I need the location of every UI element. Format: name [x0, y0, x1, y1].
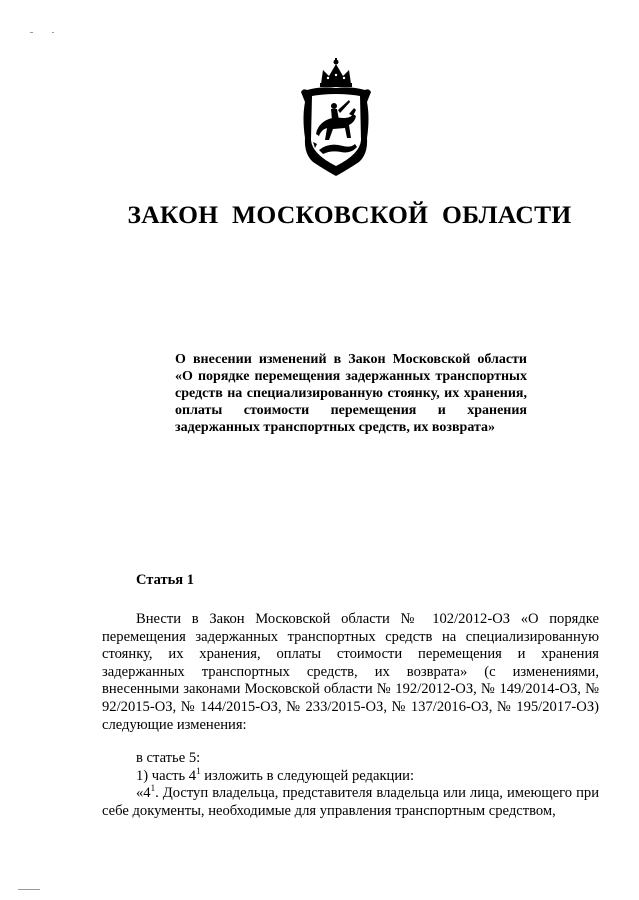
article-heading: Статья 1	[136, 572, 194, 588]
quote-prefix: «4	[136, 785, 151, 801]
crown-icon	[320, 58, 352, 87]
quote-text: . Доступ владельца, представителя владельца или лица, имеющего при себе документы, необходимые для управления транспортным средством,	[102, 785, 599, 819]
item-1-suffix: изложить в следующей редакции:	[200, 768, 415, 784]
scan-speck	[18, 889, 40, 890]
law-subject: О внесении изменений в Закон Московской области «О порядке перемещения задержанных транспортных средств на специализированную стоянку, их хранения, оплаты стоимости перемещения и хранения задержанных транспортных средств, их возврата»	[175, 352, 527, 435]
coat-of-arms-icon	[299, 58, 373, 178]
item-1-prefix: 1) часть 4	[136, 768, 197, 784]
quote-superscript: 1	[150, 783, 156, 793]
article-item-1	[136, 768, 414, 786]
amendment-quote	[102, 785, 599, 820]
article-intro-paragraph: Внести в Закон Московской области № 102/2012-ОЗ «О порядке перемещения задержанных транспортных средств на специализированную стоянку, их хранения, оплаты стоимости перемещения и хранения задержанных транспортных средств, их возврата» (с изменениями, внесенными законами Московской области № 192/2012-ОЗ, № 149/2014-ОЗ, № 92/2015-ОЗ, № 144/2015-ОЗ, № 233/2015-ОЗ, № 137/2016-ОЗ, № 195/2017-ОЗ) следующие изменения:	[102, 611, 599, 733]
article-location-line: в статье 5:	[136, 750, 201, 766]
scan-speck	[52, 32, 54, 33]
scan-speck	[30, 32, 33, 33]
item-1-superscript: 1	[196, 766, 201, 776]
law-title: ЗАКОН МОСКОВСКОЙ ОБЛАСТИ	[127, 200, 572, 229]
